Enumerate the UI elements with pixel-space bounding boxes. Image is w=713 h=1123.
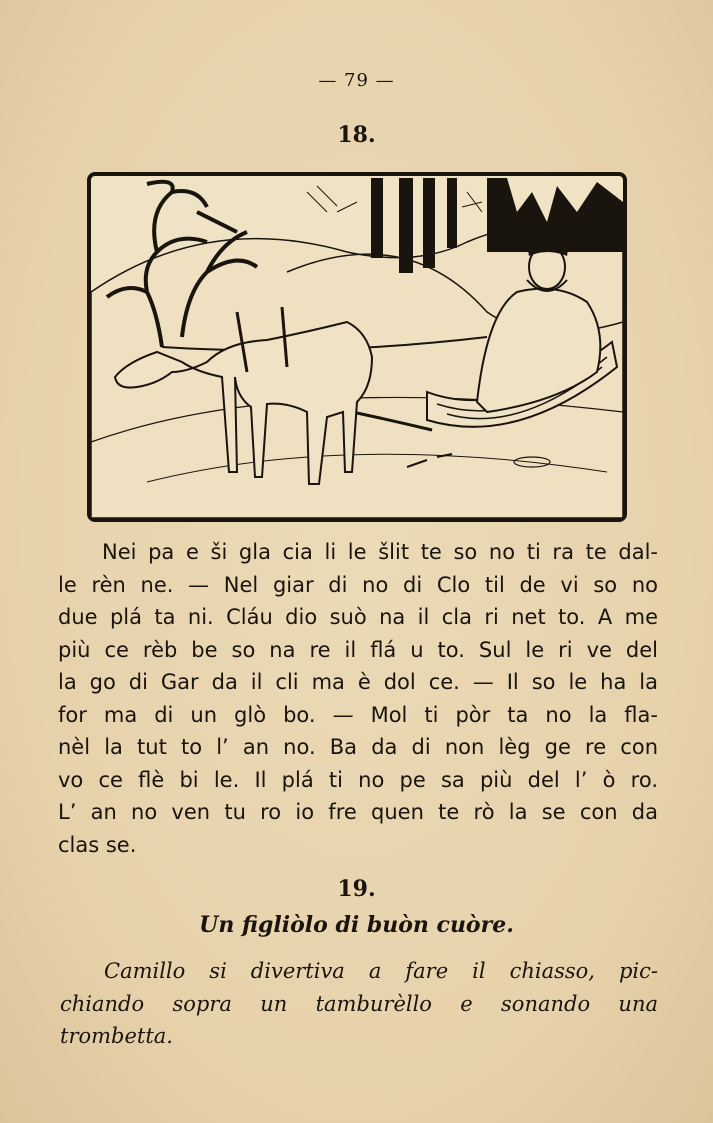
story-line: chiando sopra un tamburèllo e sonando una [60,991,658,1016]
passage-line: for ma di un glò bo. — Mol ti pòr ta no la fla- [58,702,658,727]
passage-line: due plá ta ni. Cláu dio suò na il cla ri net to. A me [58,605,658,629]
passage-line: clas se. [58,832,137,857]
passage-line: più ce rèb be so na re il flá u to. Sul le ri ve del [58,637,658,662]
passage-line: la go di Gar da il cli ma è dol ce. — Il so le ha la [58,670,658,694]
story-19-text [60,954,658,1052]
story-line: trombetta. [60,1024,173,1048]
page-number-header: — 79 — [318,70,395,91]
passage-line: nèl la tut to l’ an no. Ba da di non lèg ge re con [58,735,658,759]
story-line: Camillo si divertiva a fare il chiasso, pic- [104,959,658,983]
reindeer-sled-illustration [87,172,627,522]
section-number-19: 19. [337,876,376,902]
passage-18 [58,536,658,861]
passage-line: L’ an no ven tu ro io fre quen te rò la se con da [58,800,658,824]
passage-line: le rèn ne. — Nel giar di no di Clo til de vi so no [58,572,658,597]
passage-line: Nei pa e ši gla cia li le šlit te so no ti ra te dal- [102,540,658,564]
story-title: Un figliòlo di buòn cuòre. [199,912,514,938]
passage-line: vo ce flè bi le. Il plá ti no pe sa più del l’ ò ro. [58,767,658,792]
section-number-18: 18. [337,122,376,148]
